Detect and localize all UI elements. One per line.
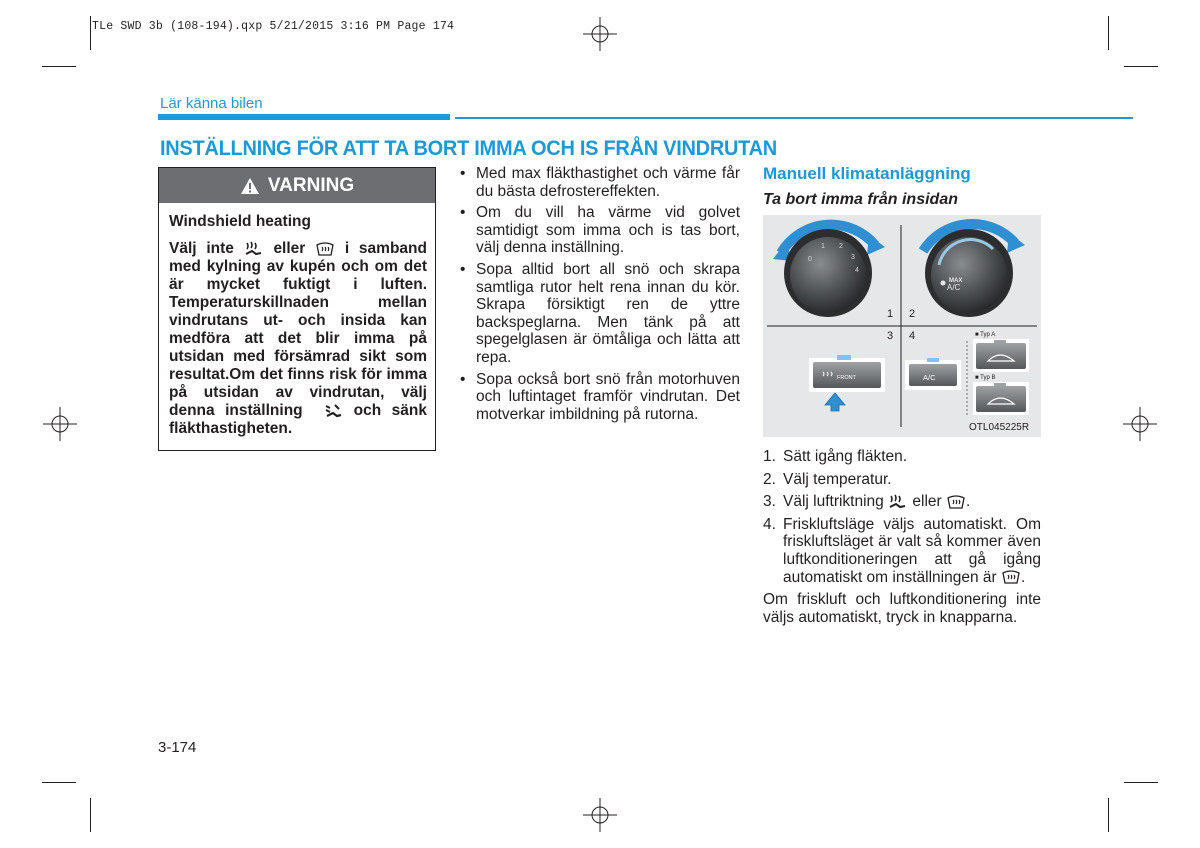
- step-text: Välj temperatur.: [783, 470, 892, 488]
- closing-paragraph: Om friskluft och luftkonditionering inte väljs automatiskt, tryck in knapparna.: [763, 591, 1041, 626]
- header-rule-thick: [158, 114, 450, 120]
- crop-mark: [1124, 782, 1158, 783]
- list-item: [763, 448, 1041, 466]
- crop-mark: [42, 66, 76, 67]
- section-heading: Manuell klimatanläggning: [763, 164, 971, 183]
- climate-control-figure: [763, 215, 1041, 437]
- crop-mark: [1124, 66, 1158, 67]
- tips-list: [458, 165, 740, 427]
- fan-label: 1: [821, 243, 825, 250]
- step-number: 3.: [763, 493, 776, 511]
- registration-mark: [1123, 407, 1157, 441]
- step-text: Sätt igång fläkten.: [783, 448, 908, 465]
- crop-mark: [90, 16, 91, 50]
- page-number: 3-174: [158, 739, 197, 756]
- crop-mark: [1108, 798, 1109, 832]
- defrost-windshield-icon: [946, 494, 966, 510]
- step-text: eller: [912, 493, 942, 511]
- steps-list: [763, 448, 1041, 626]
- header-rule-thin: [455, 117, 1133, 119]
- warning-text-part: eller: [273, 240, 306, 257]
- crop-mark: [42, 782, 76, 783]
- step-text: Välj luftriktning: [783, 493, 884, 511]
- quadrant-number: 1: [887, 308, 894, 320]
- section-subheading: Ta bort imma från insidan: [763, 191, 958, 208]
- quadrant-number: 4: [909, 330, 916, 342]
- figure-code: OTL045225R: [969, 422, 1030, 433]
- registration-mark: [43, 407, 77, 441]
- list-item: [763, 471, 1041, 489]
- warning-triangle-icon: [240, 177, 260, 195]
- fan-speed-knob: [790, 237, 866, 313]
- climate-panel-illustration: [763, 215, 1041, 437]
- fan-label: 4: [855, 267, 859, 274]
- ac-label: A/C: [947, 283, 961, 292]
- recirculation-button-type-b: [976, 386, 1026, 412]
- temperature-knob: [931, 237, 1007, 313]
- max-label: MAX: [949, 278, 963, 284]
- type-a-label: ■ Typ A: [975, 332, 996, 338]
- defrost-windshield-icon: [315, 241, 335, 257]
- list-item: [763, 493, 1041, 511]
- list-item: • Med max fläkthastighet och värme får du bästa defrostereffekten.: [458, 165, 740, 200]
- section-label: Lär känna bilen: [160, 95, 263, 112]
- defrost-floor-icon: [888, 494, 908, 510]
- list-item: • Om du vill ha värme vid golvet samtidigt som imma och is tas bort, välj denna inställning.: [458, 204, 740, 257]
- step-text: Friskluftsläge väljs automatiskt. Om friskluftsläget är valt så kommer även luftkonditioneringen att gå igång automatiskt om inställningen är: [783, 515, 1041, 586]
- page-title: INSTÄLLNING FÖR ATT TA BORT IMMA OCH IS FRÅN VINDRUTAN: [160, 136, 777, 160]
- step-text: .: [1020, 568, 1026, 586]
- list-item: • Sopa alltid bort all snö och skrapa samtliga rutor helt rena innan du kör. Skrapa försiktigt ren de yttre backspeglarna. Men tänk på att spegelglasen är ömtåliga och lätta att repa.: [458, 261, 740, 367]
- fan-label: 3: [851, 254, 855, 261]
- recirculation-button-type-a: [976, 343, 1026, 369]
- crop-mark: [1108, 16, 1109, 50]
- step-text: .: [966, 493, 971, 511]
- fan-label: 2: [839, 243, 843, 250]
- warning-header: [159, 168, 435, 203]
- crop-mark: [90, 798, 91, 832]
- list-item: • Sopa också bort snö från motorhuven och luftintaget framför vindrutan. Det motverkar imbildning på rutorna.: [458, 371, 740, 424]
- ac-button-label: A/C: [923, 373, 936, 382]
- warning-text-part: Välj inte: [169, 240, 234, 257]
- defrost-windshield-icon: [1001, 569, 1021, 585]
- warning-header-label: VARNING: [267, 174, 355, 196]
- registration-mark: [583, 17, 617, 51]
- step-number: 4.: [763, 515, 776, 533]
- warning-text: [169, 240, 427, 438]
- quadrant-number: 3: [887, 330, 894, 342]
- windshield-vent-icon: [323, 403, 343, 419]
- list-item: [763, 516, 1041, 586]
- step-number: 1.: [763, 448, 776, 465]
- warning-text-part: i samband med kylning av kupén och om det är mycket fuktigt i luften. Temperaturskillnaden mellan vindrutans ut- och insida kan medföra att det blir imma på utsidan med försämrad sikt som resultat.Om det finns risk för imma på utsidan av vindrutan, välj denna inställning: [169, 240, 427, 419]
- registration-mark: [583, 798, 617, 832]
- fan-label: 0: [808, 256, 812, 263]
- warning-text-part: och sänk fläkthastigheten.: [169, 402, 428, 437]
- warning-box: [158, 167, 436, 451]
- warning-subtitle: Windshield heating: [169, 213, 311, 230]
- front-button-label: FRONT: [837, 375, 856, 381]
- type-b-label: ■ Typ B: [975, 375, 996, 381]
- quadrant-number: 2: [909, 308, 916, 320]
- print-slug: TLe SWD 3b (108-194).qxp 5/21/2015 3:16 PM Page 174: [92, 20, 455, 33]
- defrost-floor-icon: [244, 241, 264, 257]
- step-number: 2.: [763, 470, 776, 488]
